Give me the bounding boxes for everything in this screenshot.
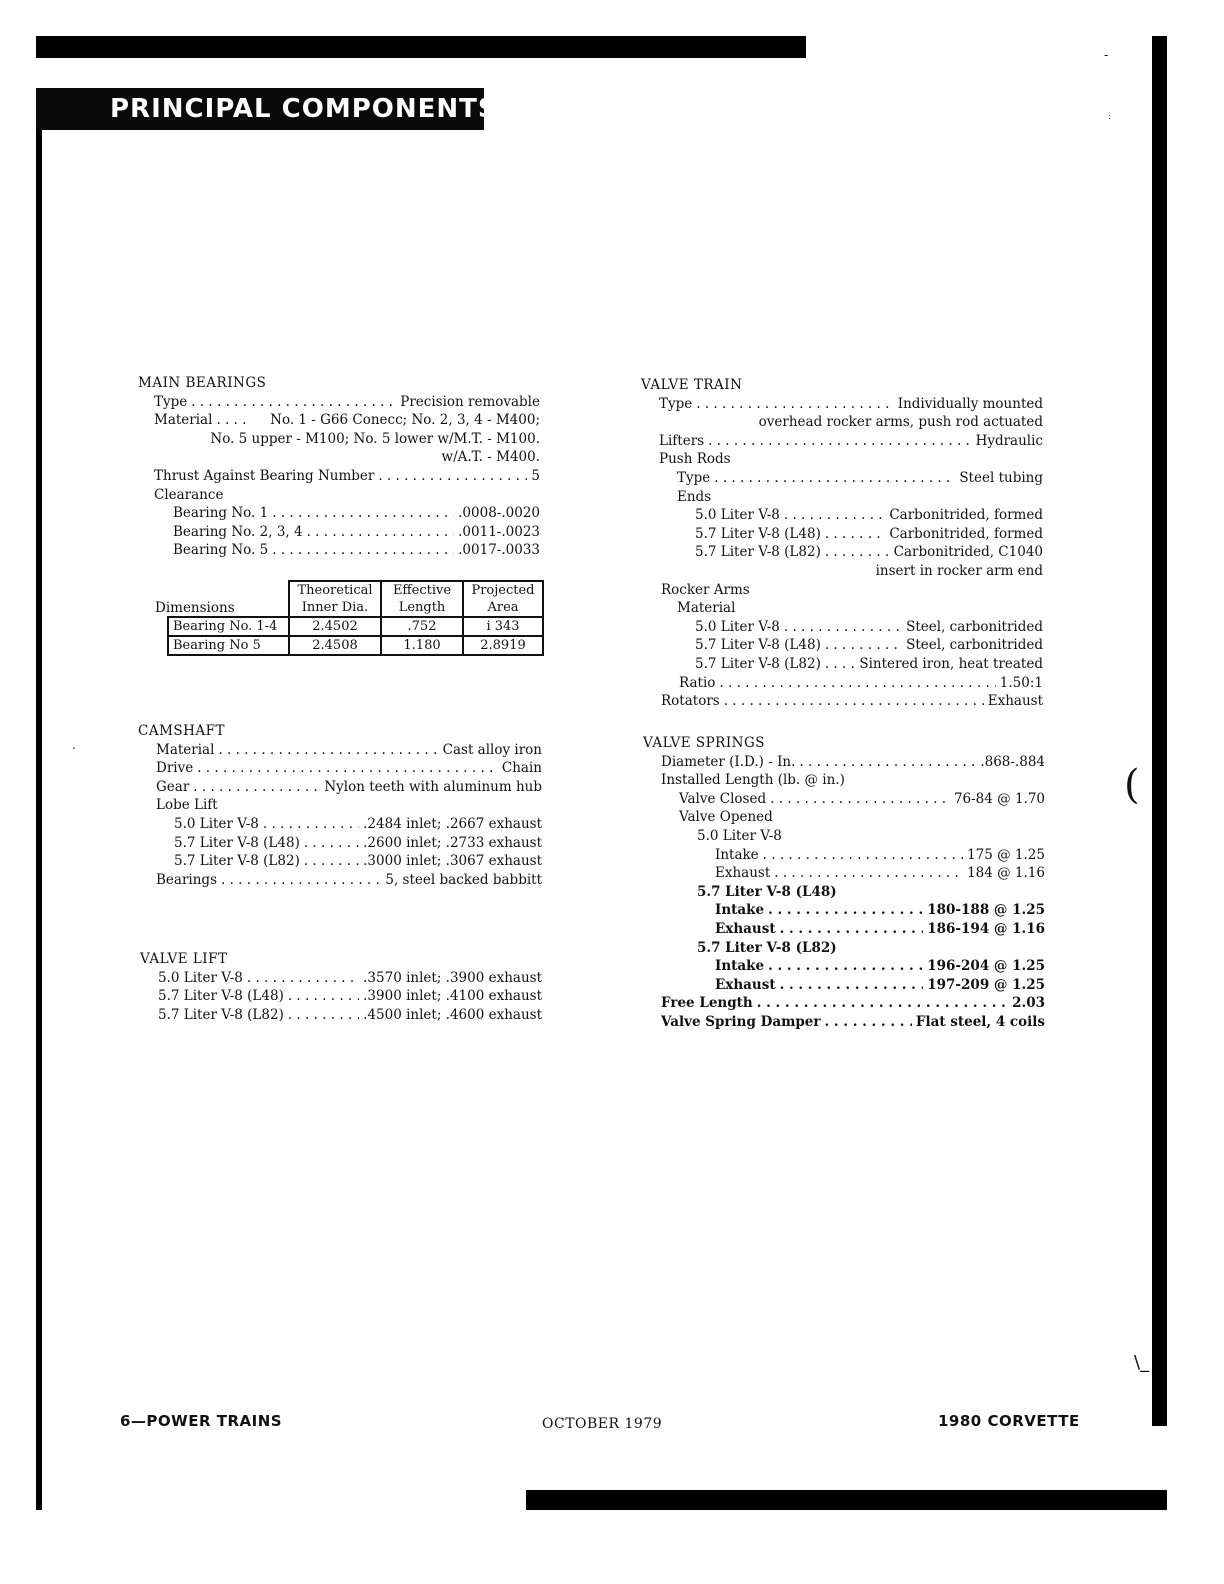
page-title: PRINCIPAL COMPONENTS [110,94,498,124]
row-value: 76-84 @ 1.70 [953,790,1045,807]
footer-section-label: 6—POWER TRAINS [120,1412,283,1430]
thrust-row [138,467,540,486]
row-label: 5.7 Liter V-8 (L82) [695,655,821,672]
left-border-bar [36,120,42,1510]
leader-dots [288,1006,359,1025]
footer-date: OCTOBER 1979 [542,1416,663,1432]
leader-dots [825,543,890,562]
row-value: Steel, carbonitrided [906,637,1043,654]
engine-label: 5.7 Liter V-8 (L48) [697,883,837,900]
row-value: Steel, carbonitrided [906,618,1043,635]
push-rod-type-row [641,469,1043,488]
row-value: 175 @ 1.25 [967,846,1045,863]
row-value: Hydraulic [975,432,1043,449]
table-cell: i 343 [463,617,543,636]
valve-lift-section [140,950,542,1024]
leader-dots [825,636,902,655]
table-cell: 2.8919 [463,636,543,655]
paren-mark: ( [1124,762,1140,808]
row-label: 5.7 Liter V-8 (L48) [695,637,821,654]
free-length-row [643,994,1045,1013]
table-cell: 2.4508 [289,636,381,655]
leader-dots [272,504,454,523]
leader-dots [708,432,971,451]
exhaust-row [643,864,1045,883]
row-value: 5, steel backed babbitt [385,871,542,888]
table-cell: Bearing No 5 [168,636,289,655]
row-label: Lifters [659,432,705,449]
material-row [138,411,540,430]
row-label: Type [154,393,188,410]
leader-dots [719,674,995,693]
row-label: Bearings [156,871,217,888]
row-value: .2484 inlet; .2667 exhaust [363,815,542,832]
leader-dots [780,920,924,939]
exhaust-row [643,976,1045,995]
row-label: 5.0 Liter V-8 [174,815,259,832]
leader-dots [304,834,359,853]
row-value: Flat steel, 4 coils [915,1013,1045,1030]
leader-dots [307,523,455,542]
leader-dots [193,778,320,797]
lobe-row [138,834,542,853]
bottom-border-bar [526,1490,1167,1510]
row-label: Diameter (I.D.) - In. [661,753,796,770]
lobe-row [138,852,542,871]
exhaust-row [643,920,1045,939]
leader-dots [247,969,359,988]
row-value: Individually mounted [897,395,1043,412]
table-cell: .752 [381,617,463,636]
column-header-line: Effective [392,583,452,598]
valve-opened-label: Valve Opened [679,809,773,826]
rocker-material-row [641,655,1043,674]
row-value: .3570 inlet; .3900 exhaust [363,969,542,986]
rocker-material-row [641,618,1043,637]
row-label: Material [156,741,215,758]
column-header-line: Theoretical [297,583,373,598]
rocker-arms-label: Rocker Arms [661,581,750,598]
type-row [138,393,540,412]
section-title: VALVE SPRINGS [643,735,766,751]
scan-mark: : [1108,112,1111,121]
row-label: Intake [715,958,765,975]
row-label: Exhaust [715,920,776,937]
row-value: .3900 inlet; .4100 exhaust [363,988,542,1005]
row-label: Exhaust [715,865,771,882]
leader-dots [714,469,955,488]
row-label: Exhaust [715,976,776,993]
row-label: Gear [156,778,190,795]
type-row [641,395,1043,414]
column-header-line: Projected [471,583,535,598]
ends-row [641,543,1043,562]
leader-dots [757,994,1008,1013]
footer-model: 1980 CORVETTE [938,1412,1080,1430]
valve-springs-section [643,734,1045,1032]
row-value: .0008-.0020 [458,505,540,522]
clearance-label: Clearance [154,486,224,503]
column-header [381,581,463,617]
leader-dots [825,1013,912,1032]
row-label: 5.0 Liter V-8 [695,618,780,635]
leader-dots [825,525,885,544]
material-row [138,741,542,760]
leader-dots [197,759,498,778]
lifters-row [641,432,1043,451]
row-label: Type [659,395,693,412]
leader-dots [696,395,893,414]
table-row [168,636,543,655]
row-label: 5.7 Liter V-8 (L82) [695,544,821,561]
dimensions-block [155,580,545,660]
row-label: Intake [715,846,759,863]
column-header-line: Inner Dia. [301,600,369,615]
type-value-line: overhead rocker arms, push rod actuated [758,414,1043,431]
leader-dots [724,692,984,711]
ratio-row [641,674,1043,693]
ends-value-line: insert in rocker arm end [875,562,1043,579]
row-value: .0017-.0033 [458,542,540,559]
row-label: 5.7 Liter V-8 (L82) [174,853,300,870]
column-header [463,581,543,617]
leader-dots [288,987,359,1006]
leader-dots [825,655,856,674]
intake-row [643,957,1045,976]
valve-closed-row [643,790,1045,809]
ends-row [641,525,1043,544]
row-value: No. 1 - G66 Conecc; No. 2, 3, 4 - M400; [270,412,540,429]
row-value: 1.50:1 [999,674,1043,691]
column-header-line: Area [487,600,519,615]
leader-dots [218,741,438,760]
row-value: 197-209 @ 1.25 [927,976,1045,993]
leader-dots [216,411,250,430]
clearance-row [138,541,540,560]
row-label: Valve Spring Damper [661,1013,821,1030]
leader-dots [784,506,885,525]
column-header [289,581,381,617]
row-label: 5.0 Liter V-8 [158,969,243,986]
valve-lift-row [140,969,542,988]
table-row [168,617,543,636]
valve-train-section [641,376,1043,711]
rocker-material-row [641,636,1043,655]
row-label: 5.7 Liter V-8 (L48) [174,834,300,851]
row-value: 184 @ 1.16 [967,865,1045,882]
row-value: 180-188 @ 1.25 [927,902,1045,919]
top-border-bar [36,36,806,58]
leader-dots [378,467,527,486]
row-value: .868-.884 [980,753,1045,770]
row-label: Intake [715,902,765,919]
row-label: Material [154,412,213,429]
lobe-row [138,815,542,834]
ends-row [641,506,1043,525]
leader-dots [304,852,359,871]
row-label: 5.7 Liter V-8 (L48) [695,525,821,542]
leader-dots [263,815,359,834]
drive-row [138,759,542,778]
row-label: Bearing No. 2, 3, 4 [173,523,303,540]
valve-lift-row [140,987,542,1006]
column-header-line: Length [398,600,446,615]
section-title: CAMSHAFT [138,723,226,739]
row-label: Free Length [661,995,753,1012]
row-value: 2.03 [1012,995,1045,1012]
scan-mark: \_ [1134,1352,1150,1373]
table-cell: 2.4502 [289,617,381,636]
row-value: Carbonitrided, C1040 [893,544,1043,561]
row-value: Nylon teeth with aluminum hub [324,778,542,795]
leader-dots [191,393,396,412]
row-label: Rotators [661,693,720,710]
row-value: 5 [531,467,540,484]
material-value-line: w/A.T. - M400. [441,449,540,466]
engine-label: 5.7 Liter V-8 (L82) [697,939,837,956]
leader-dots [774,864,963,883]
main-bearings-section [138,374,540,560]
leader-dots [799,753,976,772]
row-value: Sintered iron, heat treated [859,655,1043,672]
installed-length-label: Installed Length (lb. @ in.) [661,772,845,789]
row-label: Valve Closed [679,790,767,807]
ends-label: Ends [677,488,712,505]
table-header-row [168,581,543,617]
rotators-row [641,692,1043,711]
leader-dots [768,957,923,976]
row-value: .0011-.0023 [458,523,540,540]
damper-row [643,1013,1045,1032]
intake-row [643,901,1045,920]
leader-dots [272,541,454,560]
leader-dots [780,976,924,995]
lobe-lift-label: Lobe Lift [156,797,218,814]
row-label: Thrust Against Bearing Number [154,467,375,484]
leader-dots [784,618,902,637]
valve-lift-row [140,1006,542,1025]
dimensions-table [167,580,544,656]
row-value: .3000 inlet; .3067 exhaust [363,853,542,870]
row-label: Type [677,469,711,486]
row-value: 186-194 @ 1.16 [927,920,1045,937]
engine-label: 5.0 Liter V-8 [697,827,782,844]
table-cell: 1.180 [381,636,463,655]
leader-dots [763,846,963,865]
row-value: Steel tubing [959,469,1043,486]
clearance-row [138,504,540,523]
table-corner [168,581,289,617]
row-value: Carbonitrided, formed [889,525,1043,542]
section-title: VALVE TRAIN [641,377,743,393]
row-label: 5.0 Liter V-8 [695,507,780,524]
row-value: Exhaust [987,693,1043,710]
bearings-row [138,871,542,890]
leader-dots [770,790,950,809]
row-value: Carbonitrided, formed [889,507,1043,524]
scan-mark: - [1104,48,1109,62]
row-value: Precision removable [400,393,540,410]
rocker-material-label: Material [677,600,736,617]
row-label: Bearing No. 1 [173,505,269,522]
table-cell: Bearing No. 1-4 [168,617,289,636]
row-value: .2600 inlet; .2733 exhaust [363,834,542,851]
diameter-row [643,753,1045,772]
gear-row [138,778,542,797]
leader-dots [221,871,381,890]
right-border-bar [1152,36,1167,1426]
clearance-row [138,523,540,542]
dimensions-label: Dimensions [155,600,235,616]
material-value-line: No. 5 upper - M100; No. 5 lower w/M.T. - M100. [210,430,540,447]
intake-row [643,846,1045,865]
push-rods-label: Push Rods [659,451,731,468]
leader-dots [768,901,923,920]
scan-mark: . [72,738,76,752]
row-label: Bearing No. 5 [173,542,269,559]
camshaft-section [138,722,542,889]
row-value: .4500 inlet; .4600 exhaust [363,1006,542,1023]
row-value: Chain [501,760,542,777]
section-title: MAIN BEARINGS [138,375,267,391]
row-label: Drive [156,760,194,777]
row-label: Ratio [679,674,716,691]
row-label: 5.7 Liter V-8 (L82) [158,1006,284,1023]
section-title: VALVE LIFT [140,951,228,967]
row-label: 5.7 Liter V-8 (L48) [158,988,284,1005]
row-value: 196-204 @ 1.25 [927,958,1045,975]
row-value: Cast alloy iron [442,741,542,758]
